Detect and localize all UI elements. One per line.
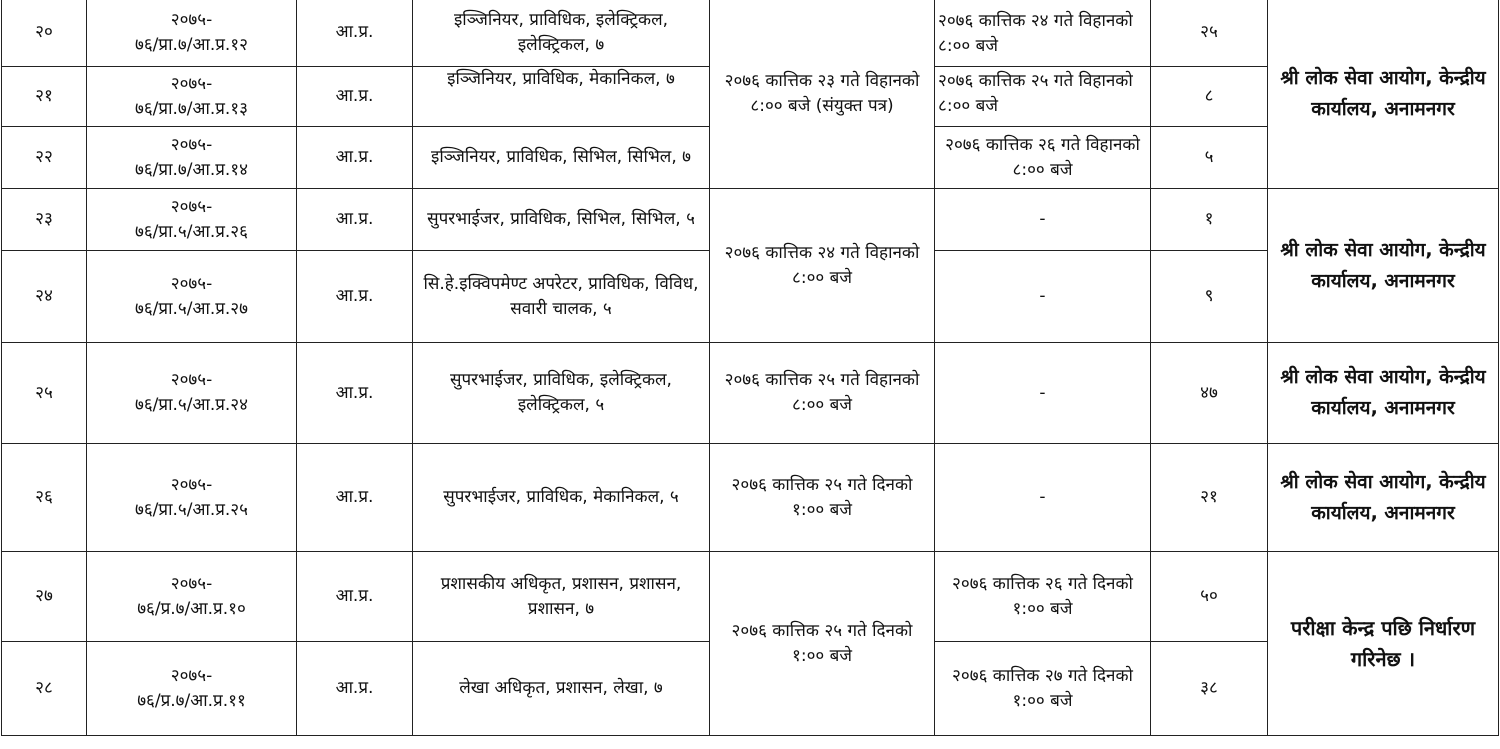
table-row [2,343,1499,444]
practical-exam-date: २०७६ कात्तिक २७ गते दिनको १:०० बजे [935,642,1151,736]
advertisement-code [87,444,297,552]
code-text: २०७५- ७६/प्रा.५/आ.प्र.२७ [135,273,248,319]
written-exam-date: २०७६ कात्तिक २३ गते विहानको ८:०० बजे (संयुक्त पत्र) [710,0,935,189]
post-detail: प्रशासकीय अधिकृत, प्रशासन, प्रशासन, प्रशासन, ७ [413,552,710,642]
code-text: २०७५- ७६/प्र.७/आ.प्र.११ [137,665,246,711]
exam-schedule-table [1,0,1499,736]
exam-type: आ.प्र. [297,642,413,736]
candidate-count: ८ [1151,67,1268,127]
candidate-count: ५ [1151,127,1268,189]
practical-exam-date: - [935,189,1151,251]
serial-number: २३ [2,189,87,251]
serial-number: २६ [2,444,87,552]
candidate-count: १ [1151,189,1268,251]
practical-exam-date: २०७६ कात्तिक २६ गते दिनको १:०० बजे [935,552,1151,642]
code-text: २०७५- ७६/प्रा.५/आ.प्र.२६ [135,196,248,242]
written-exam-date: २०७६ कात्तिक २५ गते दिनको १:०० बजे [710,552,935,736]
practical-exam-date: - [935,251,1151,343]
serial-number: २५ [2,343,87,444]
table-row [2,552,1499,642]
serial-number: २८ [2,642,87,736]
practical-exam-date: - [935,444,1151,552]
advertisement-code [87,127,297,189]
exam-center: श्री लोक सेवा आयोग, केन्द्रीय कार्यालय, अनामनगर [1268,189,1499,343]
practical-exam-date: २०७६ कात्तिक २४ गते विहानको ८:०० बजे [935,0,1151,67]
post-detail: सुपरभाईजर, प्राविधिक, मेकानिकल, ५ [413,444,710,552]
advertisement-code [87,67,297,127]
code-text: २०७५- ७६/प्रा.५/आ.प्र.२५ [135,474,248,520]
exam-center: परीक्षा केन्द्र पछि निर्धारण गरिनेछ । [1268,552,1499,736]
post-detail: इञ्जिनियर, प्राविधिक, सिभिल, सिभिल, ७ [413,127,710,189]
post-detail: लेखा अधिकृत, प्रशासन, लेखा, ७ [413,642,710,736]
serial-number: २२ [2,127,87,189]
advertisement-code [87,251,297,343]
table-row [2,189,1499,251]
candidate-count: ५० [1151,552,1268,642]
post-detail: सुपरभाईजर, प्राविधिक, सिभिल, सिभिल, ५ [413,189,710,251]
written-exam-date: २०७६ कात्तिक २४ गते विहानको ८:०० बजे [710,189,935,343]
exam-center: श्री लोक सेवा आयोग, केन्द्रीय कार्यालय, अनामनगर [1268,343,1499,444]
exam-center: श्री लोक सेवा आयोग, केन्द्रीय कार्यालय, अनामनगर [1268,0,1499,189]
candidate-count: ९ [1151,251,1268,343]
practical-exam-date: २०७६ कात्तिक २५ गते विहानको ८:०० बजे [935,67,1151,127]
candidate-count: २५ [1151,0,1268,67]
serial-number: २० [2,0,87,67]
code-text: २०७५- ७६/प्र.७/आ.प्र.१० [137,573,246,619]
candidate-count: ४७ [1151,343,1268,444]
candidate-count: २१ [1151,444,1268,552]
code-text: २०७५- ७६/प्रा.७/आ.प्र.१३ [135,73,248,119]
written-exam-date: २०७६ कात्तिक २५ गते दिनको १:०० बजे [710,444,935,552]
written-exam-date: २०७६ कात्तिक २५ गते विहानको ८:०० बजे [710,343,935,444]
exam-type: आ.प्र. [297,251,413,343]
post-detail: सुपरभाईजर, प्राविधिक, इलेक्ट्रिकल, इलेक्ट्रिकल, ५ [413,343,710,444]
post-detail: सि.हे.इक्विपमेण्ट अपरेटर, प्राविधिक, विविध, सवारी चालक, ५ [413,251,710,343]
exam-type: आ.प्र. [297,127,413,189]
serial-number: २१ [2,67,87,127]
serial-number: २७ [2,552,87,642]
code-text: २०७५- ७६/प्रा.५/आ.प्र.२४ [135,370,248,415]
exam-type: आ.प्र. [297,444,413,552]
advertisement-code [87,552,297,642]
advertisement-code [87,0,297,67]
exam-type: आ.प्र. [297,189,413,251]
candidate-count: ३८ [1151,642,1268,736]
code-text: २०७५- ७६/प्रा.७/आ.प्र.१२ [135,9,248,55]
practical-exam-date: - [935,343,1151,444]
code-text: २०७५- ७६/प्रा.७/आ.प्र.१४ [135,134,248,180]
exam-type: आ.प्र. [297,0,413,67]
exam-type: आ.प्र. [297,343,413,444]
table-row [2,0,1499,67]
advertisement-code [87,642,297,736]
exam-type: आ.प्र. [297,552,413,642]
table-row [2,444,1499,552]
post-detail: इञ्जिनियर, प्राविधिक, मेकानिकल, ७ [413,67,710,127]
advertisement-code [87,189,297,251]
exam-type: आ.प्र. [297,67,413,127]
practical-exam-date: २०७६ कात्तिक २६ गते विहानको ८:०० बजे [935,127,1151,189]
post-detail: इञ्जिनियर, प्राविधिक, इलेक्ट्रिकल, इलेक्ट्रिकल, ७ [413,0,710,67]
exam-center: श्री लोक सेवा आयोग, केन्द्रीय कार्यालय, अनामनगर [1268,444,1499,552]
advertisement-code [87,343,297,444]
serial-number: २४ [2,251,87,343]
